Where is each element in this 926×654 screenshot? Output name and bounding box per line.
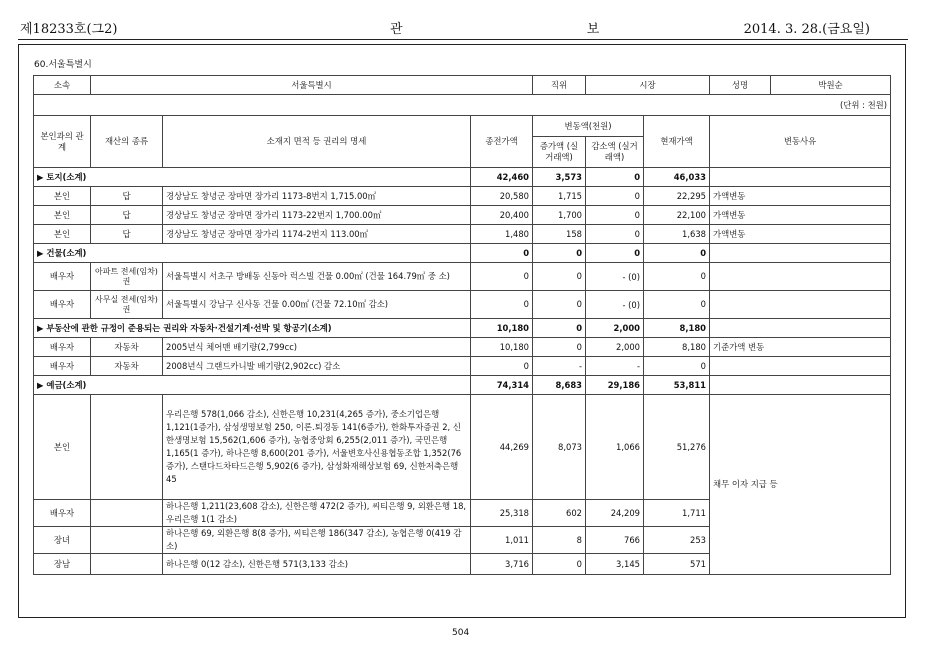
name-value: 박원순 [818, 79, 843, 90]
subtotal-reason [710, 376, 891, 395]
subtotal-dec: 0 [586, 244, 644, 263]
cell-desc: 2005년식 체어맨 배기량(2,799cc) [163, 338, 471, 357]
cell-dec: 3,145 [586, 554, 644, 575]
table-row [34, 357, 891, 376]
cell-desc: 서울특별시 서초구 방배동 신동아 럭스빌 건물 0.00㎡ (건물 164.79㎡ 중 소) [163, 263, 471, 291]
cell-desc: 경상남도 창녕군 장마면 장가리 1173-22번지 1,700.00㎡ [163, 206, 471, 225]
cell-reason: 가액변동 [710, 206, 891, 225]
cell-prev: 0 [471, 291, 533, 319]
subtotal-prev: 74,314 [471, 376, 533, 395]
cell-prev: 0 [471, 357, 533, 376]
subtotal-dec: 0 [586, 168, 644, 187]
col-change: 변동액(천원) [533, 116, 644, 137]
cell-cur: 0 [644, 291, 710, 319]
cell-kind: 답 [91, 225, 163, 244]
subtotal-cur: 8,180 [644, 319, 710, 338]
cell-relation: 배우자 [34, 263, 91, 291]
subtotal-row [34, 168, 891, 187]
cell-inc: 0 [533, 338, 586, 357]
cell-prev: 10,180 [471, 338, 533, 357]
subtotal-cur: 46,033 [644, 168, 710, 187]
subtotal-prev: 10,180 [471, 319, 533, 338]
subtotal-title: ▶ 예금(소계) [34, 376, 471, 395]
cell-inc: 8 [533, 527, 586, 554]
cell-reason [710, 357, 891, 376]
issue-date: 2014. 3. 28.(금요일) [743, 22, 870, 37]
cell-cur: 0 [644, 263, 710, 291]
gazette-title: 관 보 [390, 22, 690, 37]
cell-kind [91, 554, 163, 575]
cell-kind: 자동차 [91, 357, 163, 376]
subtotal-prev: 42,460 [471, 168, 533, 187]
cell-kind [91, 527, 163, 554]
cell-reason [710, 263, 891, 291]
subtotal-reason [710, 244, 891, 263]
table-row [34, 395, 891, 500]
cell-kind [91, 395, 163, 500]
cell-prev: 3,716 [471, 554, 533, 575]
table-row [34, 291, 891, 319]
cell-desc: 서울특별시 강남구 신사동 건물 0.00㎡ (건물 72.10㎡ 감소) [163, 291, 471, 319]
subtotal-row [34, 319, 891, 338]
cell-desc: 하나은행 1,211(23,608 감소), 신한은행 472(2 증가), 씨티은행 9, 외환은행 18, 우리은행 1(1 감소) [163, 500, 471, 527]
cell-dec: 0 [586, 187, 644, 206]
cell-relation: 본인 [34, 206, 91, 225]
cell-kind: 답 [91, 187, 163, 206]
table-row [34, 338, 891, 357]
cell-dec: - [586, 357, 644, 376]
cell-relation: 본인 [34, 395, 91, 500]
col-cur: 현재가액 [644, 116, 710, 168]
cell-dec: - (0) [586, 291, 644, 319]
cell-relation: 본인 [34, 225, 91, 244]
cell-cur: 0 [644, 357, 710, 376]
cell-dec: 766 [586, 527, 644, 554]
cell-desc: 2008년식 그랜드카니발 배기량(2,902cc) 감소 [163, 357, 471, 376]
issue-number: 제18233호(그2) [20, 22, 118, 37]
subtotal-reason [710, 168, 891, 187]
position-value: 시장 [586, 76, 710, 95]
unit-label: (단위 : 천원) [34, 95, 891, 116]
table-row [34, 187, 891, 206]
cell-relation: 장녀 [34, 527, 91, 554]
cell-dec: - (0) [586, 263, 644, 291]
cell-inc: 0 [533, 291, 586, 319]
cell-kind: 답 [91, 206, 163, 225]
cell-prev: 1,011 [471, 527, 533, 554]
cell-relation: 본인 [34, 187, 91, 206]
cell-reason: 가액변동 [710, 187, 891, 206]
subtotal-dec: 2,000 [586, 319, 644, 338]
cell-prev: 20,580 [471, 187, 533, 206]
cell-inc: 0 [533, 263, 586, 291]
cell-inc: - [533, 357, 586, 376]
cell-desc: 경상남도 창녕군 장마면 장가리 1174-2번지 113.00㎡ [163, 225, 471, 244]
subtotal-title: ▶ 토지(소계) [34, 168, 471, 187]
col-prev: 종전가액 [471, 116, 533, 168]
cell-dec: 2,000 [586, 338, 644, 357]
section-title: 60.서울특별시 [34, 60, 92, 70]
cell-dec: 24,209 [586, 500, 644, 527]
subtotal-title: ▶ 부동산에 관한 규정이 준용되는 권리와 자동차·건설기계·선박 및 항공기(소계) [34, 319, 471, 338]
subtotal-title: ▶ 건물(소계) [34, 244, 471, 263]
cell-relation: 배우자 [34, 357, 91, 376]
cell-inc: 602 [533, 500, 586, 527]
col-dec: 감소액 (실거래액) [586, 137, 644, 168]
subtotal-cur: 53,811 [644, 376, 710, 395]
cell-cur: 1,638 [644, 225, 710, 244]
col-kind: 재산의 종류 [91, 116, 163, 168]
col-inc: 증가액 (실거래액) [533, 137, 586, 168]
affiliation-value: 서울특별시 [91, 76, 533, 95]
cell-inc: 158 [533, 225, 586, 244]
cell-desc: 경상남도 창녕군 장마면 장가리 1173-8번지 1,715.00㎡ [163, 187, 471, 206]
table-row [34, 206, 891, 225]
cell-desc: 하나은행 0(12 감소), 신한은행 571(3,133 감소) [163, 554, 471, 575]
cell-prev: 44,269 [471, 395, 533, 500]
cell-prev: 0 [471, 263, 533, 291]
cell-cur: 253 [644, 527, 710, 554]
asset-table [33, 75, 891, 575]
header-rule [18, 39, 908, 40]
subtotal-inc: 3,573 [533, 168, 586, 187]
name-cell [710, 76, 891, 95]
cell-inc: 8,073 [533, 395, 586, 500]
cell-kind: 아파트 전세(임차)권 [91, 263, 163, 291]
cell-reason: 가액변동 [710, 225, 891, 244]
subtotal-prev: 0 [471, 244, 533, 263]
subtotal-reason [710, 319, 891, 338]
col-relation: 본인과의 관계 [34, 116, 91, 168]
cell-cur: 1,711 [644, 500, 710, 527]
table-row [34, 225, 891, 244]
cell-dec: 0 [586, 225, 644, 244]
cell-prev: 1,480 [471, 225, 533, 244]
table-row [34, 263, 891, 291]
cell-cur: 22,295 [644, 187, 710, 206]
subtotal-cur: 0 [644, 244, 710, 263]
cell-reason [710, 291, 891, 319]
subtotal-dec: 29,186 [586, 376, 644, 395]
position-label: 직위 [533, 76, 586, 95]
subtotal-row [34, 244, 891, 263]
cell-desc: 하나은행 69, 외환은행 8(8 증가), 씨티은행 186(347 감소), 농협은행 0(419 감소) [163, 527, 471, 554]
cell-dec: 1,066 [586, 395, 644, 500]
cell-cur: 51,276 [644, 395, 710, 500]
cell-dec: 0 [586, 206, 644, 225]
cell-kind: 자동차 [91, 338, 163, 357]
cell-inc: 1,700 [533, 206, 586, 225]
subtotal-inc: 0 [533, 319, 586, 338]
cell-kind: 사무실 전세(임차)권 [91, 291, 163, 319]
cell-kind [91, 500, 163, 527]
cell-desc: 우리은행 578(1,066 감소), 신한은행 10,231(4,265 증가), 중소기업은행 1,121(1증가), 삼성생명보험 250, 이론.퇴경동 141(6증가), 한화투자증권 2, 신한생명보험 15,562(1,606 증가), 농협중앙회 6,255(2,011 증가), 국민은행 1,165(1 증가), 하나은행 8,600(201 증가), 서울변호사신용협동조합 1,352(76 증가), 스탠다드차타드은행 5,902(6 증가), 삼성화재해상보험 69, 신한저축은행 45 [163, 395, 471, 500]
cell-relation: 장남 [34, 554, 91, 575]
cell-cur: 22,100 [644, 206, 710, 225]
cell-prev: 20,400 [471, 206, 533, 225]
name-label: 성명 [710, 76, 771, 94]
col-reason: 변동사유 [710, 116, 891, 168]
cell-inc: 1,715 [533, 187, 586, 206]
cell-inc: 0 [533, 554, 586, 575]
cell-prev: 25,318 [471, 500, 533, 527]
subtotal-inc: 8,683 [533, 376, 586, 395]
affiliation-label: 소속 [34, 76, 91, 95]
cell-relation: 배우자 [34, 500, 91, 527]
cell-cur: 8,180 [644, 338, 710, 357]
cell-relation: 배우자 [34, 338, 91, 357]
page-number: 504 [452, 628, 470, 638]
cell-reason: 기준가액 변동 [710, 338, 891, 357]
col-desc: 소재지 면적 등 권리의 명세 [163, 116, 471, 168]
cell-reason: 채무 이자 지급 등 [710, 395, 891, 575]
cell-relation: 배우자 [34, 291, 91, 319]
subtotal-row [34, 376, 891, 395]
cell-cur: 571 [644, 554, 710, 575]
subtotal-inc: 0 [533, 244, 586, 263]
